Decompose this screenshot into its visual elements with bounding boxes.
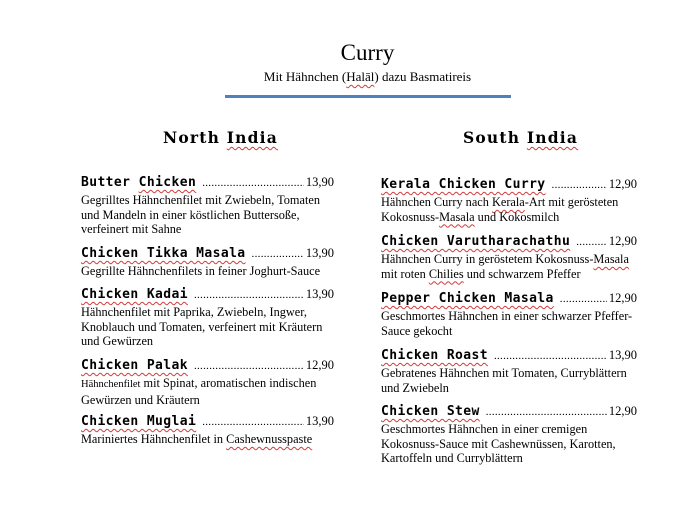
dot-leader	[194, 359, 304, 374]
column-heading-word: India	[226, 128, 279, 147]
menu-item-chicken-varutharachathu	[381, 234, 637, 281]
dot-leader	[202, 415, 304, 430]
item-price: 12,90	[608, 234, 637, 248]
item-price: 12,90	[608, 177, 637, 191]
column-heading-word: South	[463, 128, 521, 147]
item-name: Chicken Palak	[81, 358, 188, 373]
item-price: 13,90	[305, 246, 334, 260]
item-description: Hähnchenfilet mit Spinat, aromatischen indischen Gewürzen und Kräutern	[81, 376, 317, 407]
item-price: 13,90	[608, 348, 637, 362]
item-description: Geschmortes Hähnchen in einer schwarzer Pfeffer-Sauce gekocht	[381, 309, 633, 338]
dot-leader	[194, 288, 304, 303]
item-name: Chicken Kadai	[81, 287, 188, 302]
menu-item-butter-chicken	[81, 175, 334, 237]
dot-leader	[552, 178, 607, 193]
item-price: 13,90	[305, 414, 334, 428]
menu-item-kerala-chicken-curry	[381, 177, 637, 224]
item-price: 12,90	[608, 291, 637, 305]
item-name: Chicken Muglai	[81, 414, 197, 429]
item-name: Chicken Varutharachathu	[381, 234, 571, 249]
column-heading-north-india	[163, 128, 278, 147]
dot-leader	[560, 292, 607, 307]
dot-leader	[494, 349, 607, 364]
item-price: 13,90	[305, 175, 334, 189]
item-price: 12,90	[608, 404, 637, 418]
item-description: Gebratenes Hähnchen mit Tomaten, Curryblättern und Zwiebeln	[381, 366, 627, 395]
menu-item-pepper-chicken-masala	[381, 291, 637, 338]
subtitle-text-post: ) dazu Basmatireis	[374, 69, 472, 84]
menu-item-chicken-palak	[81, 358, 334, 407]
item-description: Gegrilltes Hähnchenfilet mit Zwiebeln, Tomaten und Mandeln in einer köstlichen Buttersoße, verfeinert mit Sahne	[81, 193, 320, 236]
item-name: Chicken Tikka Masala	[81, 246, 246, 261]
dot-leader	[486, 405, 607, 420]
item-description: Geschmortes Hähnchen in einer cremigen Kokosnuss-Sauce mit Cashewnüssen, Karotten, Kartoffeln und Curryblättern	[381, 422, 616, 465]
column-heading-word: India	[526, 128, 579, 147]
column-heading-word: North	[163, 128, 221, 147]
item-name: Pepper Chicken Masala	[381, 291, 554, 306]
menu-item-chicken-kadai	[81, 287, 334, 349]
menu-item-chicken-roast	[381, 348, 637, 395]
item-name: Kerala Chicken Curry	[381, 177, 546, 192]
menu-subtitle	[0, 69, 679, 85]
menu-item-chicken-muglai	[81, 414, 334, 447]
dot-leader	[202, 176, 304, 191]
subtitle-halal: Halāl	[346, 69, 375, 84]
item-description: Hähnchen Curry nach Kerala-Art mit gerösteten Kokosnuss-Masala und Kokosmilch	[381, 195, 619, 224]
item-price: 13,90	[305, 287, 334, 301]
menu-item-chicken-stew	[381, 404, 637, 466]
item-description: Hähnchenfilet mit Paprika, Zwiebeln, Ingwer, Knoblauch und Tomaten, verfeinert mit Kräutern und Gewürzen	[81, 305, 323, 348]
item-description: Mariniertes Hähnchenfilet in Cashewnusspaste	[81, 432, 313, 446]
item-description: Hähnchen Curry in geröstetem Kokosnuss-Masala mit roten Chilies und schwarzem Pfeffer	[381, 252, 629, 281]
item-description: Gegrillte Hähnchenfilets in feiner Joghurt-Sauce	[81, 264, 321, 278]
subtitle-text-pre: Mit Hähnchen (	[263, 69, 347, 84]
title-divider	[225, 95, 511, 98]
menu-item-chicken-tikka-masala	[81, 246, 334, 279]
item-name: Chicken Roast	[381, 348, 488, 363]
menu-title: Curry	[340, 40, 395, 65]
column-heading-south-india	[463, 128, 578, 147]
dot-leader	[576, 235, 607, 250]
dot-leader	[252, 247, 304, 262]
item-name: Butter Chicken	[81, 175, 197, 190]
item-price: 12,90	[305, 358, 334, 372]
item-name: Chicken Stew	[381, 404, 480, 419]
